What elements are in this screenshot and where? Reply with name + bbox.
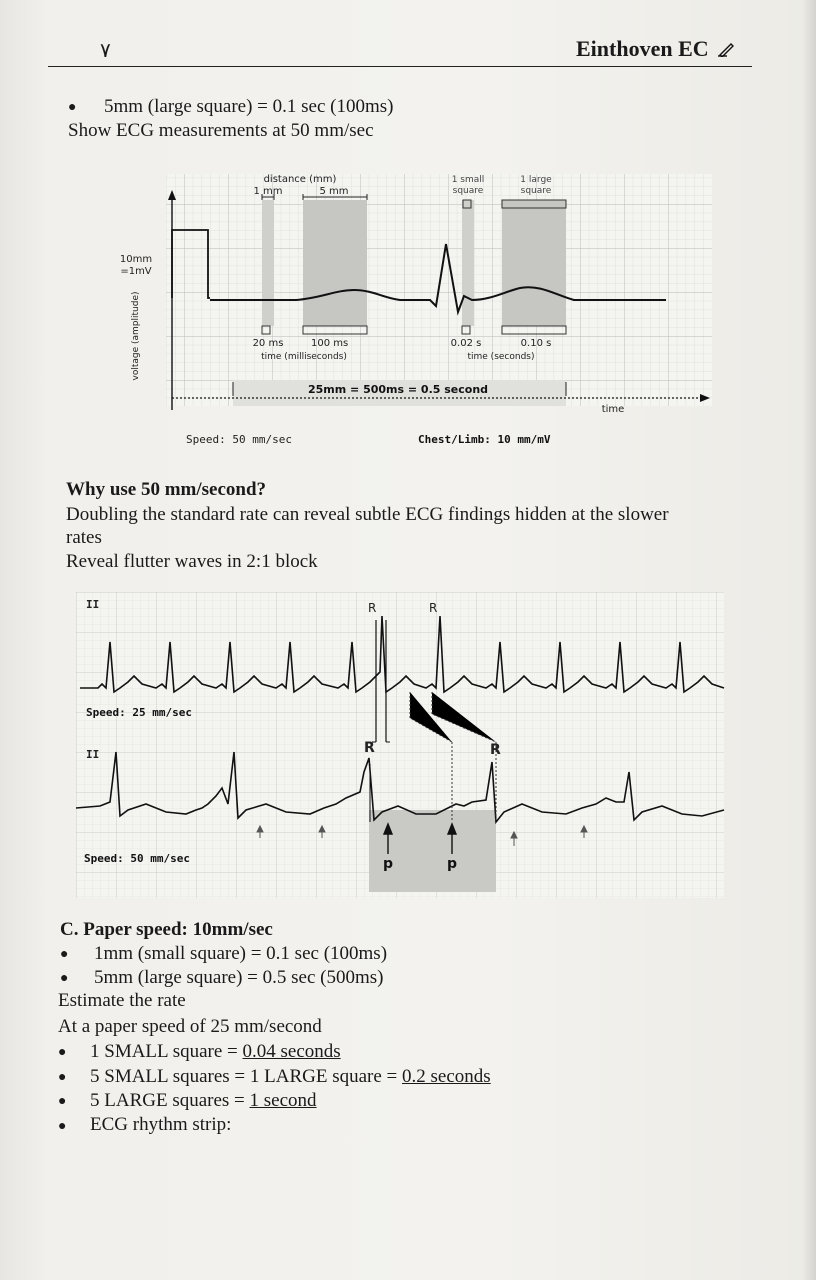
lead-label-top: II (86, 598, 100, 611)
large-square-line: 5 SMALL squares = 1 LARGE square = 0.2 seconds (90, 1066, 491, 1087)
r-label-bottom-2: R (490, 742, 501, 758)
speed-label-fig1: Speed: 50 mm/sec (186, 433, 292, 446)
page-edge-shadow (802, 0, 816, 1280)
lead-ii-strips-figure (76, 592, 732, 902)
mm5-label: 5 mm (319, 186, 349, 197)
one-second-value: 1 second (249, 1090, 317, 1111)
distance-label: distance (mm) (263, 174, 337, 185)
header-rule (48, 66, 752, 67)
time-ms-label: time (milliseconds) (261, 352, 347, 362)
why-line-3: Reveal flutter waves in 2:1 block (66, 551, 318, 572)
span-label: 25mm = 500ms = 0.5 second (307, 383, 489, 396)
intro-show-line: Show ECG measurements at 50 mm/sec (68, 120, 374, 141)
section-c-heading: C. Paper speed: 10mm/sec (60, 919, 273, 940)
bullet-dot: ● (60, 971, 69, 986)
speed-label-25: Speed: 25 mm/sec (86, 706, 192, 719)
running-header (576, 36, 736, 62)
p-label-1: p (382, 856, 394, 872)
large-square-label-2: square (520, 186, 552, 196)
large-square-label-1: 1 large (520, 175, 552, 185)
paper-speed-line: At a paper speed of 25 mm/second (58, 1016, 322, 1037)
page-number: ٧ (100, 40, 111, 62)
calibration-label-2: =1mV (120, 266, 152, 277)
chest-limb-label: Chest/Limb: 10 mm/mV (418, 433, 551, 446)
small-square-label-1: 1 small (451, 175, 485, 185)
why-line-2: rates (66, 527, 102, 548)
time-axis-label: time (601, 404, 625, 415)
ms20-label: 20 ms (252, 338, 284, 349)
rhythm-strip-line: ECG rhythm strip: (90, 1114, 232, 1135)
intro-bullet-text: 5mm (large square) = 0.1 sec (100ms) (104, 96, 394, 117)
mm1-label: 1 mm (253, 186, 283, 197)
bullet-dot: ● (60, 947, 69, 962)
bullet-dot: ● (58, 1070, 67, 1085)
bullet-dot: ● (58, 1045, 67, 1060)
s002-label: 0.02 s (450, 338, 482, 349)
small-square-value: 0.04 seconds (242, 1041, 341, 1062)
estimate-rate-line: Estimate the rate (58, 990, 186, 1011)
running-header-title: Einthoven EC (576, 36, 709, 61)
r-label-top-2: R (429, 601, 438, 615)
bullet-dot: ● (58, 1094, 67, 1109)
small-square-line: 1 SMALL square = 0.04 seconds (90, 1041, 341, 1062)
p-label-2: p (446, 856, 458, 872)
time-s-label: time (seconds) (467, 352, 535, 362)
section-c-bullet-1: 1mm (small square) = 0.1 sec (100ms) (94, 943, 388, 964)
r-label-bottom-1: R (364, 740, 375, 756)
speed-label-50: Speed: 50 mm/sec (84, 852, 190, 865)
why-heading: Why use 50 mm/second? (66, 479, 267, 500)
voltage-axis-label: voltage (amplitude) (131, 291, 141, 381)
ms100-label: 100 ms (311, 338, 349, 349)
section-c-bullet-2: 5mm (large square) = 0.5 sec (500ms) (94, 967, 384, 988)
ecg-measurement-figure (96, 160, 756, 460)
five-large-squares-line: 5 LARGE squares = 1 second (90, 1090, 317, 1111)
large-square-value: 0.2 seconds (402, 1066, 491, 1087)
bullet-dot: ● (68, 100, 77, 115)
r-label-top-1: R (368, 601, 377, 615)
small-square-label-2: square (452, 186, 484, 196)
pen-writing-icon (718, 41, 736, 57)
why-line-1: Doubling the standard rate can reveal subtle ECG findings hidden at the slower (66, 504, 669, 525)
lead-label-bottom: II (86, 748, 100, 761)
s010-label: 0.10 s (520, 338, 552, 349)
bullet-dot: ● (58, 1119, 67, 1134)
calibration-label-1: 10mm (119, 254, 153, 265)
